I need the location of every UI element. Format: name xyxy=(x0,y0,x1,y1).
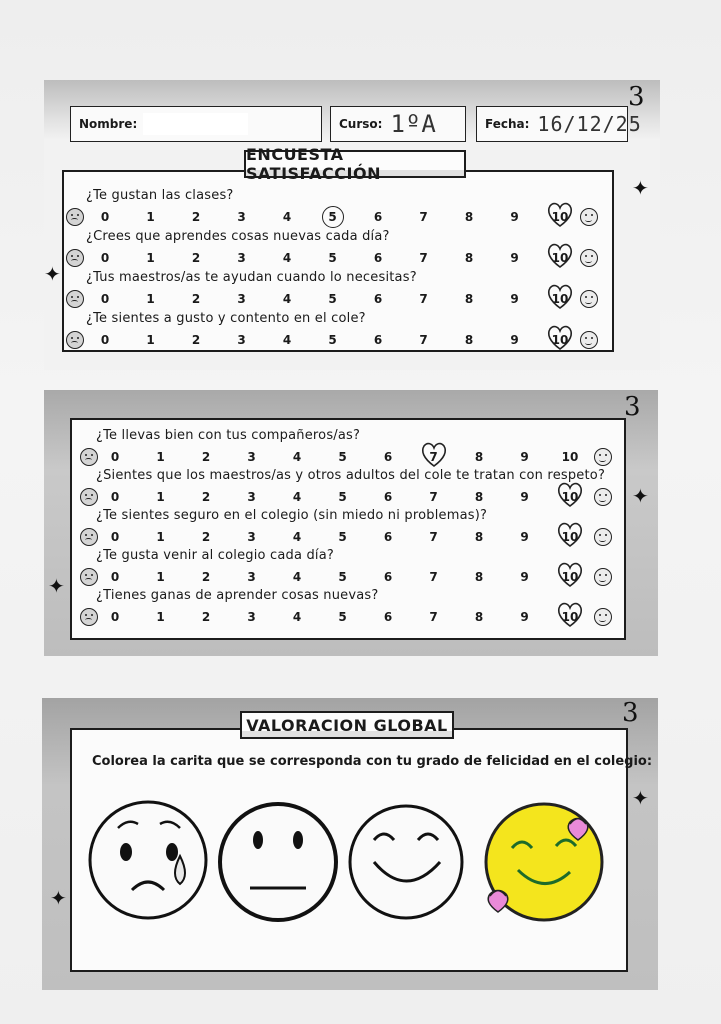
sad-face-icon xyxy=(80,488,98,506)
question-text: ¿Te sientes seguro en el colegio (sin miedo ni problemas)? xyxy=(96,508,488,523)
question-text: ¿Tus maestros/as te ayudan cuando lo necesitas? xyxy=(86,270,417,285)
scale-option[interactable]: 0 xyxy=(110,570,120,584)
scale-option[interactable]: 9 xyxy=(520,450,529,464)
scale-option[interactable]: 5 xyxy=(338,610,347,624)
scale-option[interactable]: 2 xyxy=(191,251,201,265)
heart-mark-icon xyxy=(555,519,585,549)
heart-mark-icon xyxy=(545,281,575,311)
sad-face-icon xyxy=(80,528,98,546)
scale-option[interactable]: 3 xyxy=(237,251,246,265)
scale-option[interactable]: 3 xyxy=(247,570,256,584)
name-field[interactable] xyxy=(70,106,322,142)
scale-option[interactable]: 2 xyxy=(201,490,211,504)
scale-option[interactable]: 9 xyxy=(520,610,529,624)
scale-option[interactable]: 8 xyxy=(474,610,484,624)
scale-option[interactable]: 3 xyxy=(247,610,256,624)
scale-option[interactable]: 0 xyxy=(100,333,110,347)
scale-option[interactable]: 6 xyxy=(373,210,383,224)
question-text: ¿Te sientes a gusto y contento en el cole? xyxy=(86,311,366,326)
scale-option[interactable]: 6 xyxy=(383,610,393,624)
scale-option[interactable]: 8 xyxy=(464,210,474,224)
scale-option[interactable]: 4 xyxy=(292,570,302,584)
scale-option[interactable]: 1 xyxy=(146,251,155,265)
date-label: Fecha: xyxy=(485,117,530,131)
scale-option[interactable]: 4 xyxy=(292,450,302,464)
scale-option[interactable]: 8 xyxy=(464,251,474,265)
scale-option[interactable]: 8 xyxy=(464,333,474,347)
scale-option[interactable]: 4 xyxy=(282,251,292,265)
scale-option[interactable]: 1 xyxy=(156,530,165,544)
sad-face-icon xyxy=(80,608,98,626)
scale-option[interactable]: 9 xyxy=(520,490,529,504)
happy-face-icon xyxy=(594,528,612,546)
happy-face-icon xyxy=(594,568,612,586)
scale-option[interactable]: 1 xyxy=(156,450,165,464)
scale-option[interactable]: 5 xyxy=(338,570,347,584)
scale-option[interactable]: 5 xyxy=(338,450,347,464)
scale-option[interactable]: 10 xyxy=(551,210,569,224)
scale-option[interactable]: 1 xyxy=(146,292,155,306)
section1-title: ENCUESTA SATISFACCIÓN xyxy=(244,150,466,178)
global-instruction: Colorea la carita que se corresponda con tu grado de felicidad en el colegio: xyxy=(92,754,653,769)
scale-option[interactable]: 5 xyxy=(338,530,347,544)
happy-face-icon xyxy=(580,249,598,267)
scale-option[interactable]: 4 xyxy=(282,210,292,224)
scale-option[interactable]: 7 xyxy=(419,251,428,265)
sad-face-icon xyxy=(66,290,84,308)
question-text: ¿Sientes que los maestros/as y otros adultos del cole te tratan con respeto? xyxy=(96,468,606,483)
sad-face-icon xyxy=(66,208,84,226)
sad-face-icon xyxy=(66,249,84,267)
scale-option[interactable]: 3 xyxy=(237,210,246,224)
scale-option[interactable]: 3 xyxy=(247,450,256,464)
heart-mark-icon xyxy=(419,439,449,469)
scale-option[interactable]: 2 xyxy=(191,292,201,306)
scale-option[interactable]: 0 xyxy=(100,210,110,224)
scale-option[interactable]: 6 xyxy=(373,333,383,347)
scale-option[interactable]: 8 xyxy=(474,530,484,544)
happy-face-icon xyxy=(580,331,598,349)
scale-option[interactable]: 7 xyxy=(419,210,428,224)
happy-face-colored-icon[interactable] xyxy=(486,804,602,920)
scale-option[interactable]: 4 xyxy=(282,292,292,306)
scale-option[interactable]: 3 xyxy=(237,333,246,347)
sparkle-icon: ✦ xyxy=(44,262,61,286)
sad-face-icon xyxy=(80,448,98,466)
question-text: ¿Te gusta venir al colegio cada día? xyxy=(96,548,335,563)
scale-option[interactable]: 3 xyxy=(247,530,256,544)
happy-face-icon xyxy=(594,488,612,506)
neutral-face-icon[interactable] xyxy=(220,804,336,920)
sparkle-icon: ✦ xyxy=(632,484,649,508)
scale-option[interactable]: 4 xyxy=(292,610,302,624)
scale-option[interactable]: 7 xyxy=(419,292,428,306)
heart-mark-icon xyxy=(555,479,585,509)
scale-option[interactable]: 1 xyxy=(146,333,155,347)
sad-face-icon xyxy=(66,331,84,349)
scale-option[interactable]: 6 xyxy=(373,292,383,306)
scale-option[interactable]: 9 xyxy=(510,333,519,347)
scale-option[interactable]: 9 xyxy=(510,292,519,306)
date-value: 16/12/25 xyxy=(537,112,642,136)
scale-option[interactable]: 0 xyxy=(110,530,120,544)
date-field[interactable] xyxy=(476,106,642,142)
sad-face-icon xyxy=(80,568,98,586)
happy-face-icon xyxy=(580,208,598,226)
question-text: ¿Tienes ganas de aprender cosas nuevas? xyxy=(96,588,379,603)
course-field[interactable] xyxy=(330,106,466,142)
scale-option[interactable]: 7 xyxy=(419,333,428,347)
scale-option[interactable]: 2 xyxy=(201,610,211,624)
scale-option[interactable]: 5 xyxy=(338,490,347,504)
scale-option[interactable]: 10 xyxy=(561,530,579,544)
scale-option[interactable]: 7 xyxy=(429,570,438,584)
question-text: ¿Te gustan las clases? xyxy=(86,188,234,203)
scale-option[interactable]: 9 xyxy=(510,210,519,224)
scale-option[interactable]: 5 xyxy=(328,251,337,265)
name-value-redacted xyxy=(143,113,248,135)
scale-option[interactable]: 6 xyxy=(373,251,383,265)
scale-option[interactable]: 5 xyxy=(328,333,337,347)
scale-option[interactable]: 8 xyxy=(474,490,484,504)
scale-option[interactable]: 0 xyxy=(110,450,120,464)
scale-option[interactable]: 1 xyxy=(156,570,165,584)
scale-option[interactable]: 3 xyxy=(247,490,256,504)
scale-option[interactable]: 10 xyxy=(561,450,579,464)
scale-option[interactable]: 10 xyxy=(561,610,579,624)
scale-option[interactable]: 9 xyxy=(520,530,529,544)
scale-option[interactable]: 1 xyxy=(146,210,155,224)
scale-option[interactable]: 10 xyxy=(561,490,579,504)
scale-option[interactable]: 4 xyxy=(282,333,292,347)
global-faces xyxy=(86,800,626,960)
swirl-decoration-icon: 3 xyxy=(624,392,641,422)
sparkle-icon: ✦ xyxy=(48,574,65,598)
scale-option[interactable]: 3 xyxy=(237,292,246,306)
scale-option[interactable]: 6 xyxy=(383,490,393,504)
name-label: Nombre: xyxy=(79,117,138,131)
heart-mark-icon xyxy=(545,240,575,270)
section3-title: VALORACION GLOBAL xyxy=(240,711,454,739)
sparkle-icon: ✦ xyxy=(632,176,649,200)
happy-face-icon xyxy=(594,608,612,626)
question-text: ¿Crees que aprendes cosas nuevas cada día? xyxy=(86,229,390,244)
scale-option[interactable]: 5 xyxy=(328,292,337,306)
circle-mark xyxy=(322,206,344,228)
happy-face-icon xyxy=(580,290,598,308)
question-text: ¿Te llevas bien con tus compañeros/as? xyxy=(96,428,361,443)
swirl-decoration-icon: 3 xyxy=(622,698,639,728)
scale-option[interactable]: 9 xyxy=(510,251,519,265)
scale-option[interactable]: 2 xyxy=(201,450,211,464)
scale-option[interactable]: 6 xyxy=(383,570,393,584)
scale-option[interactable]: 0 xyxy=(110,610,120,624)
scale-option[interactable]: 1 xyxy=(156,490,165,504)
heart-mark-icon xyxy=(555,559,585,589)
scale-option[interactable]: 2 xyxy=(201,570,211,584)
scale-option[interactable]: 4 xyxy=(292,490,302,504)
scale-option[interactable]: 2 xyxy=(191,333,201,347)
scale-option[interactable]: 6 xyxy=(383,530,393,544)
swirl-decoration-icon: 3 xyxy=(628,82,645,112)
smiling-face-icon[interactable] xyxy=(350,806,462,918)
scale-option[interactable]: 2 xyxy=(201,530,211,544)
scale-option[interactable]: 0 xyxy=(110,490,120,504)
course-label: Curso: xyxy=(339,117,383,131)
scale-option[interactable]: 7 xyxy=(429,490,438,504)
scale-option[interactable]: 7 xyxy=(429,530,438,544)
scale-option[interactable]: 8 xyxy=(474,570,484,584)
scale-option[interactable]: 8 xyxy=(474,450,484,464)
heart-mark-icon xyxy=(545,322,575,352)
happy-face-icon xyxy=(594,448,612,466)
crying-face-icon[interactable] xyxy=(90,802,206,918)
scale-option[interactable]: 8 xyxy=(464,292,474,306)
scale-option[interactable]: 7 xyxy=(429,450,438,464)
scale-option[interactable]: 10 xyxy=(551,333,569,347)
scale-option[interactable]: 0 xyxy=(100,251,110,265)
course-value: 1ºA xyxy=(390,110,437,138)
scale-option[interactable]: 7 xyxy=(429,610,438,624)
heart-mark-icon xyxy=(555,599,585,629)
scale-option[interactable]: 0 xyxy=(100,292,110,306)
scale-option[interactable]: 10 xyxy=(561,570,579,584)
scale-option[interactable]: 6 xyxy=(383,450,393,464)
heart-mark-icon xyxy=(545,199,575,229)
scale-option[interactable]: 4 xyxy=(292,530,302,544)
scale-option[interactable]: 9 xyxy=(520,570,529,584)
sparkle-icon: ✦ xyxy=(632,786,649,810)
scale-option[interactable]: 1 xyxy=(156,610,165,624)
scale-option[interactable]: 2 xyxy=(191,210,201,224)
scale-option[interactable]: 10 xyxy=(551,292,569,306)
sparkle-icon: ✦ xyxy=(50,886,67,910)
scale-option[interactable]: 5 xyxy=(328,210,337,224)
scale-option[interactable]: 10 xyxy=(551,251,569,265)
